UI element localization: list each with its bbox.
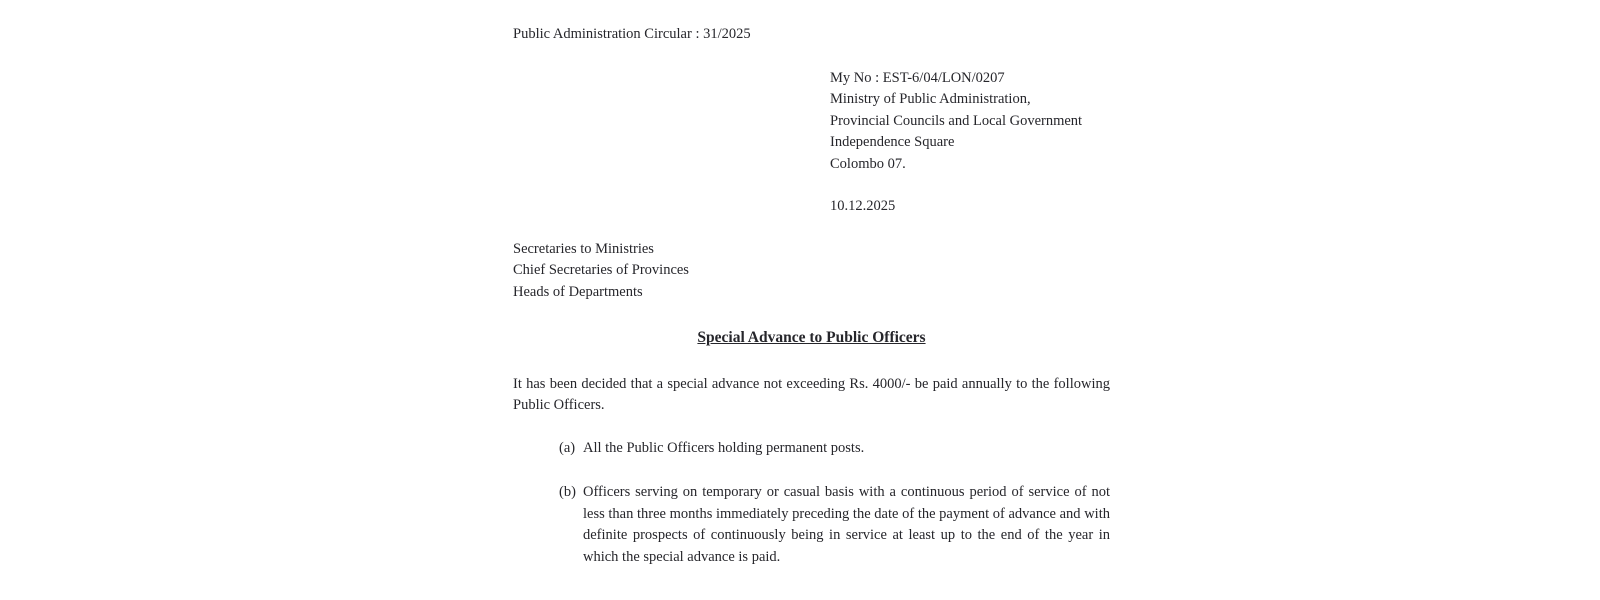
list-item-b xyxy=(559,482,1110,568)
recipient-line: Secretaries to Ministries xyxy=(513,240,654,257)
list-item-a xyxy=(559,438,1110,460)
sender-address-line: Independence Square xyxy=(830,134,955,150)
list-item-marker: (a) xyxy=(559,439,576,456)
sender-address-line: Colombo 07. xyxy=(830,155,906,172)
my-no-line: My No : EST-6/04/LON/0207 xyxy=(830,69,1005,86)
date-line: 10.12.2025 xyxy=(830,198,896,214)
circular-document-page xyxy=(513,0,1110,568)
sender-address-block xyxy=(830,68,1110,176)
document-title-text: Special Advance to Public Officers xyxy=(697,329,926,346)
document-title xyxy=(513,327,1110,349)
list-item-marker: (b) xyxy=(559,484,576,500)
recipient-line: Heads of Departments xyxy=(513,283,643,300)
list-item-text: Officers serving on temporary or casual basis with a continuous period of service of not less than three months immediately preceding the date of the payment of advance and with definite prospects of continuously being in service at least up to the end of the year in which the special advance is paid. xyxy=(583,484,1110,565)
sender-address-line: Provincial Councils and Local Government xyxy=(830,112,1083,129)
sender-address-line: Ministry of Public Administration, xyxy=(830,91,1031,107)
recipients-block xyxy=(513,239,1110,304)
circular-number-line: Public Administration Circular : 31/2025 xyxy=(513,26,751,42)
recipient-line: Chief Secretaries of Provinces xyxy=(513,262,689,278)
list-item-text: All the Public Officers holding permanent posts. xyxy=(583,439,865,456)
intro-paragraph: It has been decided that a special advance not exceeding Rs. 4000/- be paid annually to the following Public Officers. xyxy=(513,375,1110,413)
